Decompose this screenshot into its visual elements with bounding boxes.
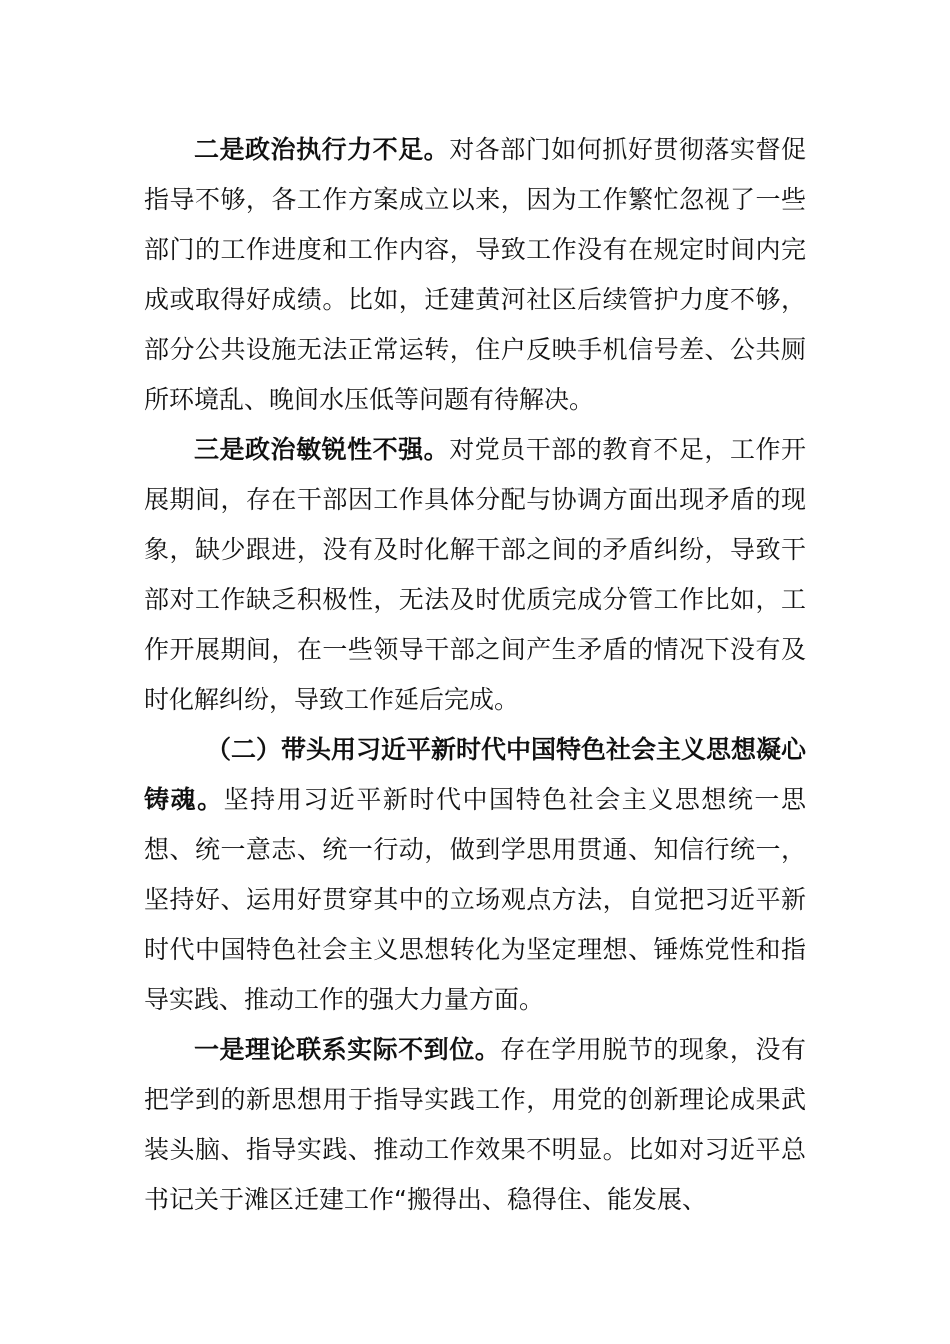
paragraph-text: 对党员干部的教育不足，工作开展期间，存在干部因工作具体分配与协调方面出现矛盾的现象，缺少跟进，没有及时化解干部之间的矛盾纠纷，导致干部对工作缺乏积极性，无法及时优质完成分管工作比如，工作开展期间，在一些领导干部之间产生矛盾的情况下没有及时化解纠纷，导致工作延后完成。: [144, 435, 806, 714]
document-body: [144, 125, 806, 1225]
paragraph-political-sensitivity: [144, 425, 806, 725]
section-heading: （二）带头用习近平新时代中国特色社会主义思想凝心铸魂。: [144, 735, 807, 814]
paragraph-heading: 二是政治执行力不足。: [194, 135, 450, 164]
paragraph-heading: 一是理论联系实际不到位。: [194, 1035, 501, 1064]
paragraph-heading: 三是政治敏锐性不强。: [194, 435, 450, 464]
paragraph-theory-practice: [144, 1025, 806, 1225]
paragraph-text: 存在学用脱节的现象，没有把学到的新思想用于指导实践工作，用党的创新理论成果武装头脑、指导实践、推动工作效果不明显。比如对习近平总书记关于滩区迁建工作“搬得出、稳得住、能发展、: [144, 1035, 806, 1214]
paragraph-text: 坚持用习近平新时代中国特色社会主义思想统一思想、统一意志、统一行动，做到学思用贯通、知信行统一，坚持好、运用好贯穿其中的立场观点方法，自觉把习近平新时代中国特色社会主义思想转化为坚定理想、锤炼党性和指导实践、推动工作的强大力量方面。: [144, 785, 806, 1014]
paragraph-text: 对各部门如何抓好贯彻落实督促指导不够，各工作方案成立以来，因为工作繁忙忽视了一些部门的工作进度和工作内容，导致工作没有在规定时间内完成或取得好成绩。比如，迁建黄河社区后续管护力度不够，部分公共设施无法正常运转，住户反映手机信号差、公共厕所环境乱、晚间水压低等问题有待解决。: [144, 135, 806, 414]
paragraph-political-execution: [144, 125, 806, 425]
paragraph-section-two: [144, 725, 806, 1025]
